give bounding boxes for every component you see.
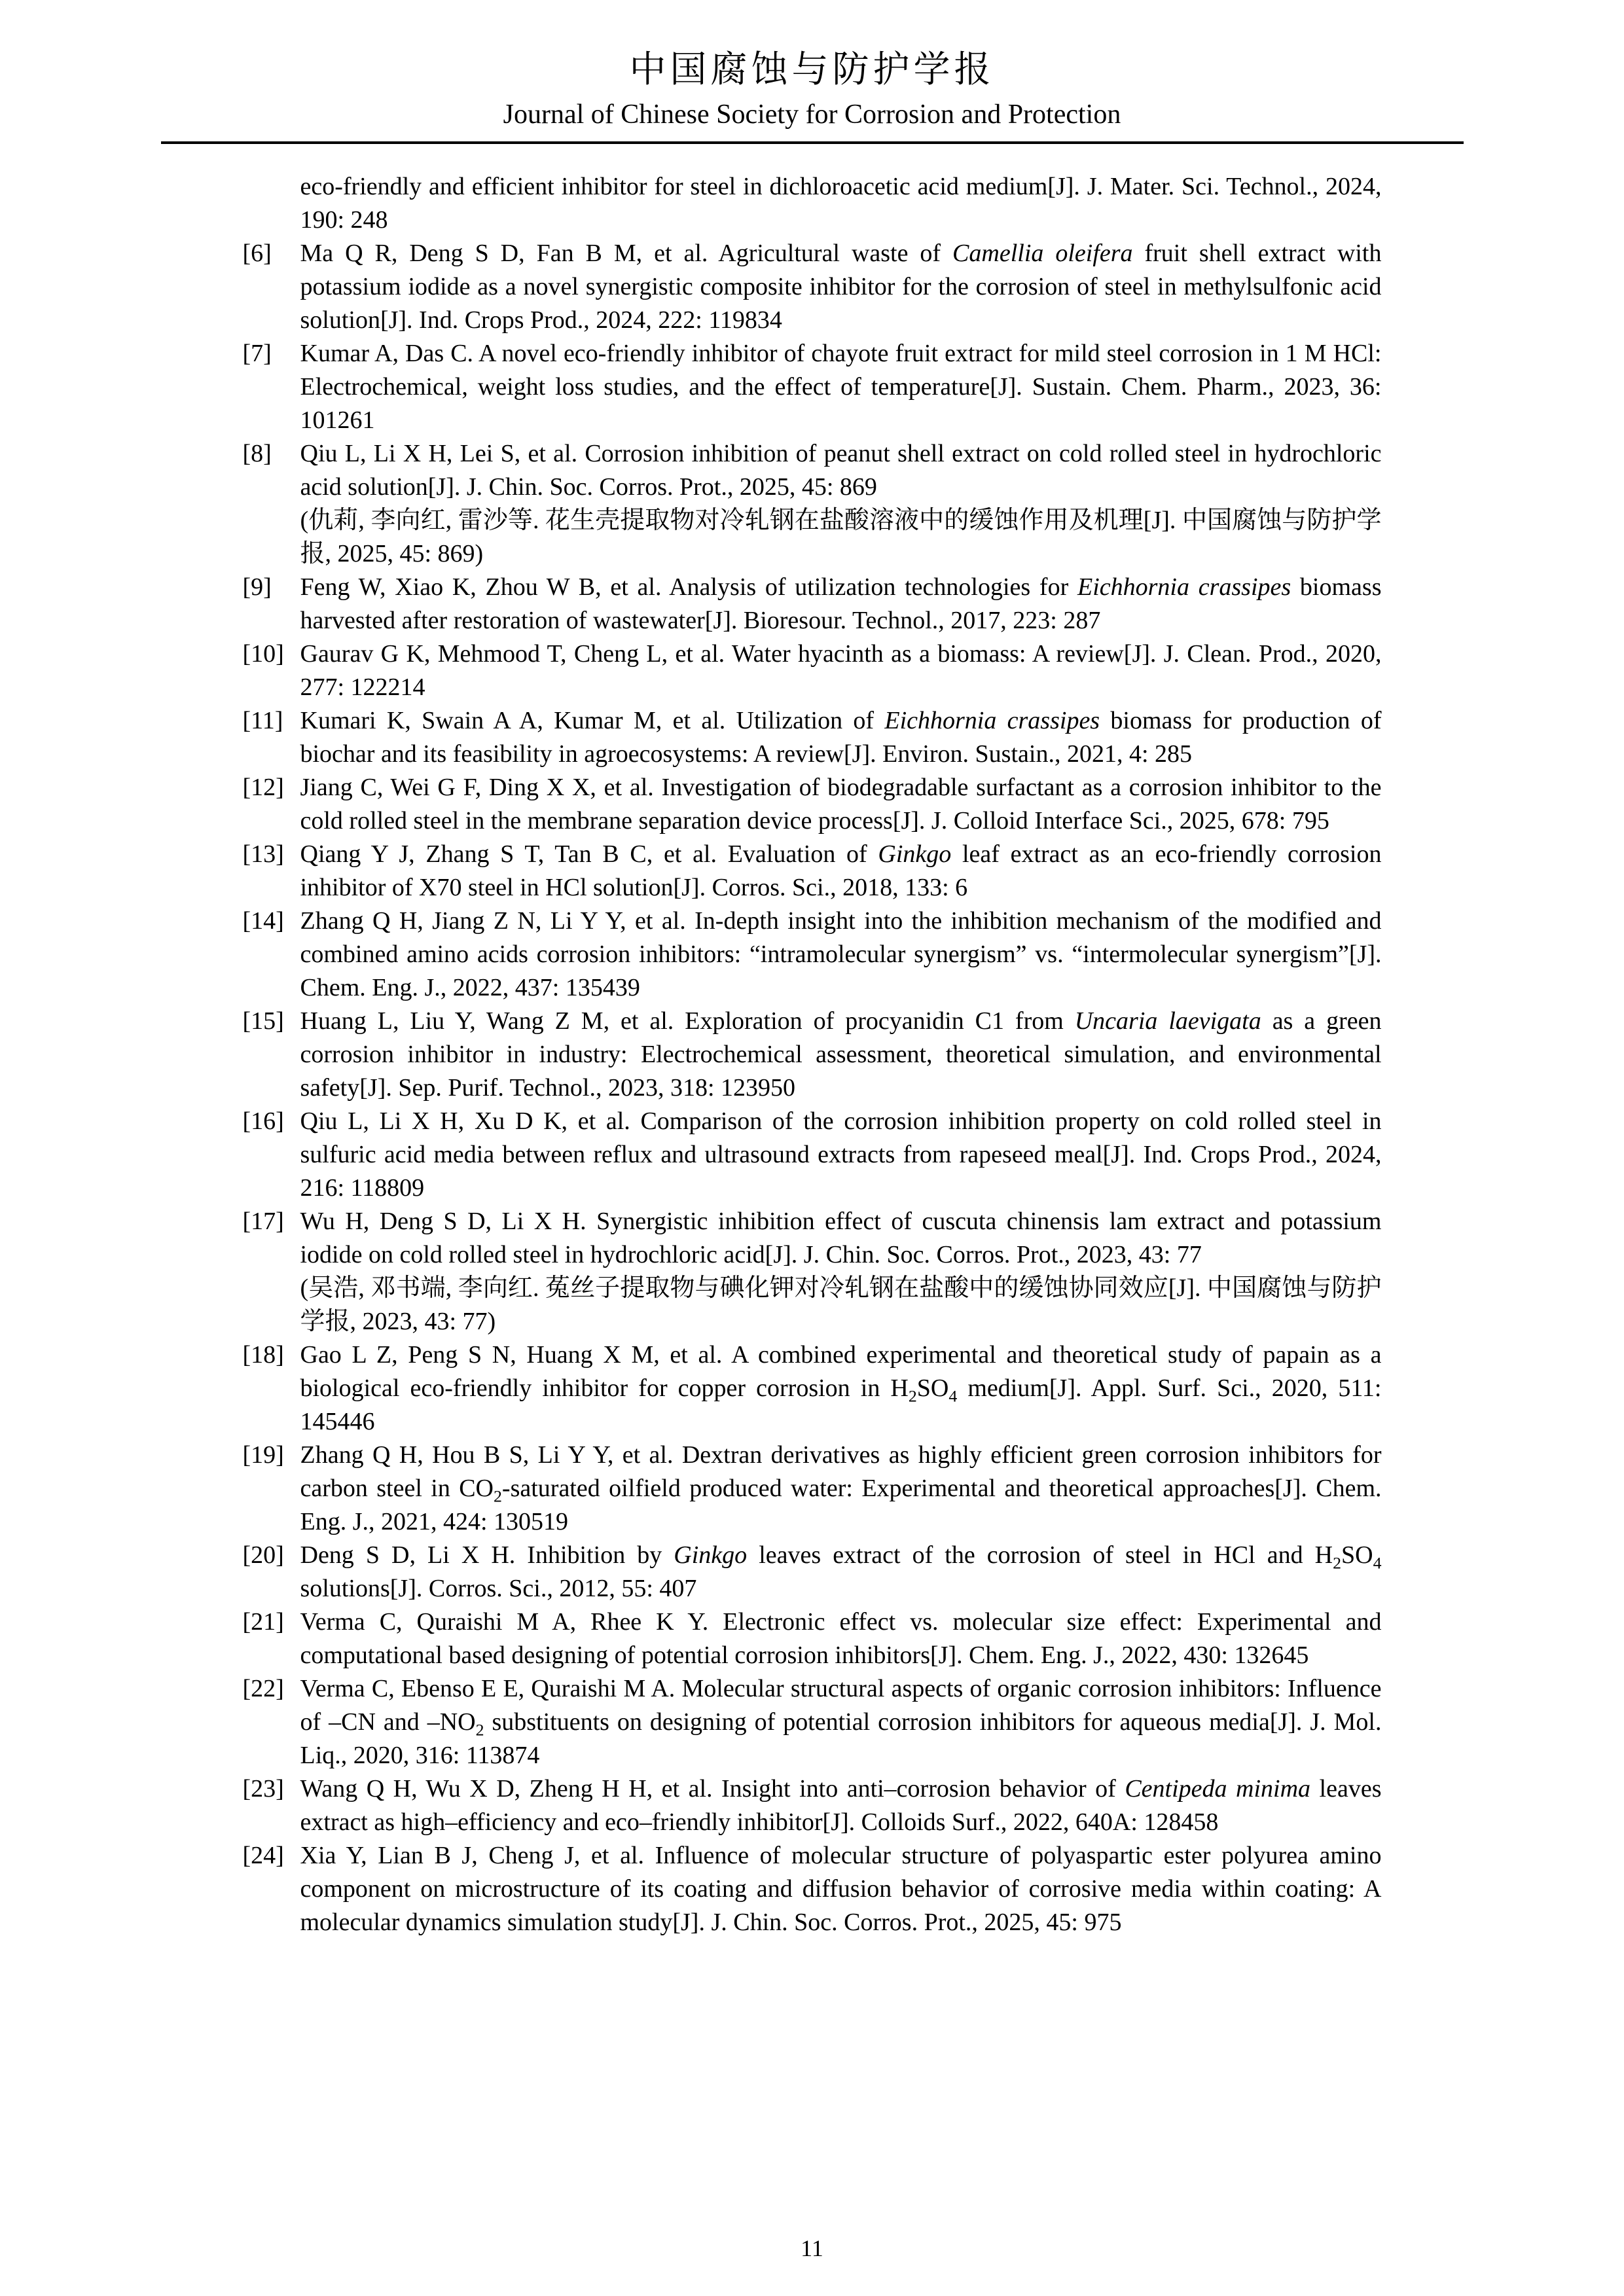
reference-text: Jiang C, Wei G F, Ding X X, et al. Investigation of biodegradable surfactant as a corrosion inhibitor to the cold rolled steel in the membrane separation device process[J]. J. Colloid Interface Sci., 2025, 678: 795: [300, 774, 1382, 834]
reference-number: [11]: [242, 707, 283, 734]
reference-item: [243, 1539, 1382, 1605]
reference-number: [16]: [242, 1107, 284, 1135]
reference-number: [13]: [242, 840, 284, 868]
reference-text: Verma C, Ebenso E E, Quraishi M A. Molecular structural aspects of organic corrosion inhibitors: Influence of –CN and $-NO_2$ substituents on designing of potential corrosion inhibitors for aqueous media[J]. J. Mol. Liq., 2020, 316: 113874: [300, 1675, 1382, 1769]
reference-text: (吴浩, 邓书端, 李向红. 菟丝子提取物与碘化钾对冷轧钢在盐酸中的缓蚀协同效应[J]. 中国腐蚀与防护学报, 2023, 43: 77): [300, 1274, 1382, 1335]
reference-text: (仇莉, 李向红, 雷沙等. 花生壳提取物对冷轧钢在盐酸溶液中的缓蚀作用及机理[J]. 中国腐蚀与防护学报, 2025, 45: 869): [300, 507, 1382, 567]
reference-text: Wu H, Deng S D, Li X H. Synergistic inhibition effect of cuscuta chinensis lam extract and potassium iodide on cold rolled steel in hydrochloric acid[J]. J. Chin. Soc. Corros. Prot., 2023, 43: 77: [300, 1208, 1382, 1268]
reference-number: [9]: [242, 573, 272, 601]
reference-item: [243, 1839, 1382, 1939]
reference-item: [243, 771, 1382, 838]
reference-text: Feng W, Xiao K, Zhou W B, et al. Analysis of utilization technologies for Eichhornia crassipes biomass harvested after restoration of wastewater[J]. Bioresour. Technol., 2017, 223: 287: [300, 573, 1382, 634]
reference-text: Gaurav G K, Mehmood T, Cheng L, et al. Water hyacinth as a biomass: A review[J]. J. Clean. Prod., 2020, 277: 122214: [300, 640, 1382, 701]
reference-item: [243, 637, 1382, 704]
reference-item: [243, 704, 1382, 771]
reference-text: Zhang Q H, Jiang Z N, Li Y Y, et al. In-depth insight into the inhibition mechanism of the modified and combined amino acids corrosion inhibitors: “intramolecular synergism” vs. “intermolecular synergism”[J]. Chem. Eng. J., 2022, 437: 135439: [300, 907, 1382, 1001]
reference-text: Qiu L, Li X H, Lei S, et al. Corrosion inhibition of peanut shell extract on cold rolled steel in hydrochloric acid solution[J]. J. Chin. Soc. Corros. Prot., 2025, 45: 869: [300, 440, 1382, 501]
reference-text: Kumar A, Das C. A novel eco-friendly inhibitor of chayote fruit extract for mild steel corrosion in 1 M HCl: Electrochemical, weight loss studies, and the effect of temperature[J]. Sustain. Chem. Pharm., 2023, 36: 101261: [300, 340, 1382, 434]
reference-item: [243, 905, 1382, 1005]
reference-text: Wang Q H, Wu X D, Zheng H H, et al. Insight into anti–corrosion behavior of Centipeda minima leaves extract as high–efficiency and eco–friendly inhibitor[J]. Colloids Surf., 2022, 640A: 128458: [300, 1775, 1382, 1836]
reference-number: [7]: [242, 340, 272, 367]
header-divider: [161, 141, 1464, 144]
reference-text: eco-friendly and efficient inhibitor for steel in dichloroacetic acid medium[J]. J. Mater. Sci. Technol., 2024, 190: 248: [300, 173, 1382, 234]
journal-title-english: Journal of Chinese Society for Corrosion and Protection: [503, 99, 1121, 130]
reference-text: Kumari K, Swain A A, Kumar M, et al. Utilization of Eichhornia crassipes biomass for production of biochar and its feasibility in agroecosystems: A review[J]. Environ. Sustain., 2021, 4: 285: [300, 707, 1382, 768]
reference-number: [15]: [242, 1007, 284, 1035]
reference-number: [22]: [242, 1675, 284, 1702]
reference-number: [6]: [242, 240, 272, 267]
reference-item: [243, 1338, 1382, 1439]
reference-item: [243, 237, 1382, 337]
reference-number: [23]: [242, 1775, 284, 1803]
reference-text: Zhang Q H, Hou B S, Li Y Y, et al. Dextran derivatives as highly efficient green corrosion inhibitors for carbon steel in $CO_2$-saturated oilfield produced water: Experimental and theoretical approaches[J]. Chem. Eng. J., 2021, 424: 130519: [300, 1441, 1382, 1535]
reference-text: Gao L Z, Peng S N, Huang X M, et al. A combined experimental and theoretical study of papain as a biological eco-friendly inhibitor for copper corrosion in $H_2SO_4$ medium[J]. Appl. Surf. Sci., 2020, 511: 145446: [300, 1341, 1382, 1435]
reference-item: [243, 1005, 1382, 1105]
reference-text: Qiu L, Li X H, Xu D K, et al. Comparison of the corrosion inhibition property on cold rolled steel in sulfuric acid media between reflux and ultrasound extracts from rapeseed meal[J]. Ind. Crops Prod., 2024, 216: 118809: [300, 1107, 1382, 1202]
reference-number: [12]: [242, 774, 284, 801]
reference-number: [19]: [242, 1441, 284, 1469]
reference-number: [21]: [242, 1608, 284, 1636]
reference-text: Xia Y, Lian B J, Cheng J, et al. Influence of molecular structure of polyaspartic ester polyurea amino component on microstructure of its coating and diffusion behavior of corrosive media within coating: A molecular dynamics simulation study[J]. J. Chin. Soc. Corros. Prot., 2025, 45: 975: [300, 1842, 1382, 1936]
reference-text: Verma C, Quraishi M A, Rhee K Y. Electronic effect vs. molecular size effect: Experimental and computational based designing of potential corrosion inhibitors[J]. Chem. Eng. J., 2022, 430: 132645: [300, 1608, 1382, 1669]
page-footer: [0, 2234, 1624, 2262]
reference-item: [243, 1105, 1382, 1205]
reference-item: [243, 170, 1382, 237]
reference-text: Ma Q R, Deng S D, Fan B M, et al. Agricultural waste of Camellia oleifera fruit shell extract with potassium iodide as a novel synergistic composite inhibitor for the corrosion of steel in methylsulfonic acid solution[J]. Ind. Crops Prod., 2024, 222: 119834: [300, 240, 1382, 334]
reference-number: [17]: [242, 1208, 284, 1235]
reference-number: [20]: [242, 1541, 284, 1569]
reference-item: [243, 1439, 1382, 1539]
reference-item: [243, 437, 1382, 571]
journal-header: [161, 0, 1464, 132]
reference-number: [10]: [242, 640, 284, 668]
reference-item: [243, 838, 1382, 905]
reference-item: [243, 1772, 1382, 1839]
reference-text: Qiang Y J, Zhang S T, Tan B C, et al. Evaluation of Ginkgo leaf extract as an eco-friendly corrosion inhibitor of X70 steel in HCl solution[J]. Corros. Sci., 2018, 133: 6: [300, 840, 1382, 901]
reference-list: [243, 170, 1382, 1939]
reference-text: Deng S D, Li X H. Inhibition by Ginkgo leaves extract of the corrosion of steel in HCl and $H_2SO_4$ solutions[J]. Corros. Sci., 2012, 55: 407: [300, 1541, 1382, 1602]
reference-text: Huang L, Liu Y, Wang Z M, et al. Exploration of procyanidin C1 from Uncaria laevigata as a green corrosion inhibitor in industry: Electrochemical assessment, theoretical simulation, and environmental safety[J]. Sep. Purif. Technol., 2023, 318: 123950: [300, 1007, 1382, 1102]
page-number: 11: [801, 2235, 823, 2261]
reference-number: [18]: [242, 1341, 284, 1369]
reference-item: [243, 571, 1382, 637]
journal-title-chinese: 中国腐蚀与防护学报: [629, 50, 995, 90]
reference-item: [243, 1205, 1382, 1338]
reference-number: [8]: [242, 440, 272, 467]
reference-item: [243, 337, 1382, 437]
reference-number: [14]: [242, 907, 284, 935]
reference-item: [243, 1672, 1382, 1772]
reference-item: [243, 1605, 1382, 1672]
reference-number: [24]: [242, 1842, 284, 1869]
